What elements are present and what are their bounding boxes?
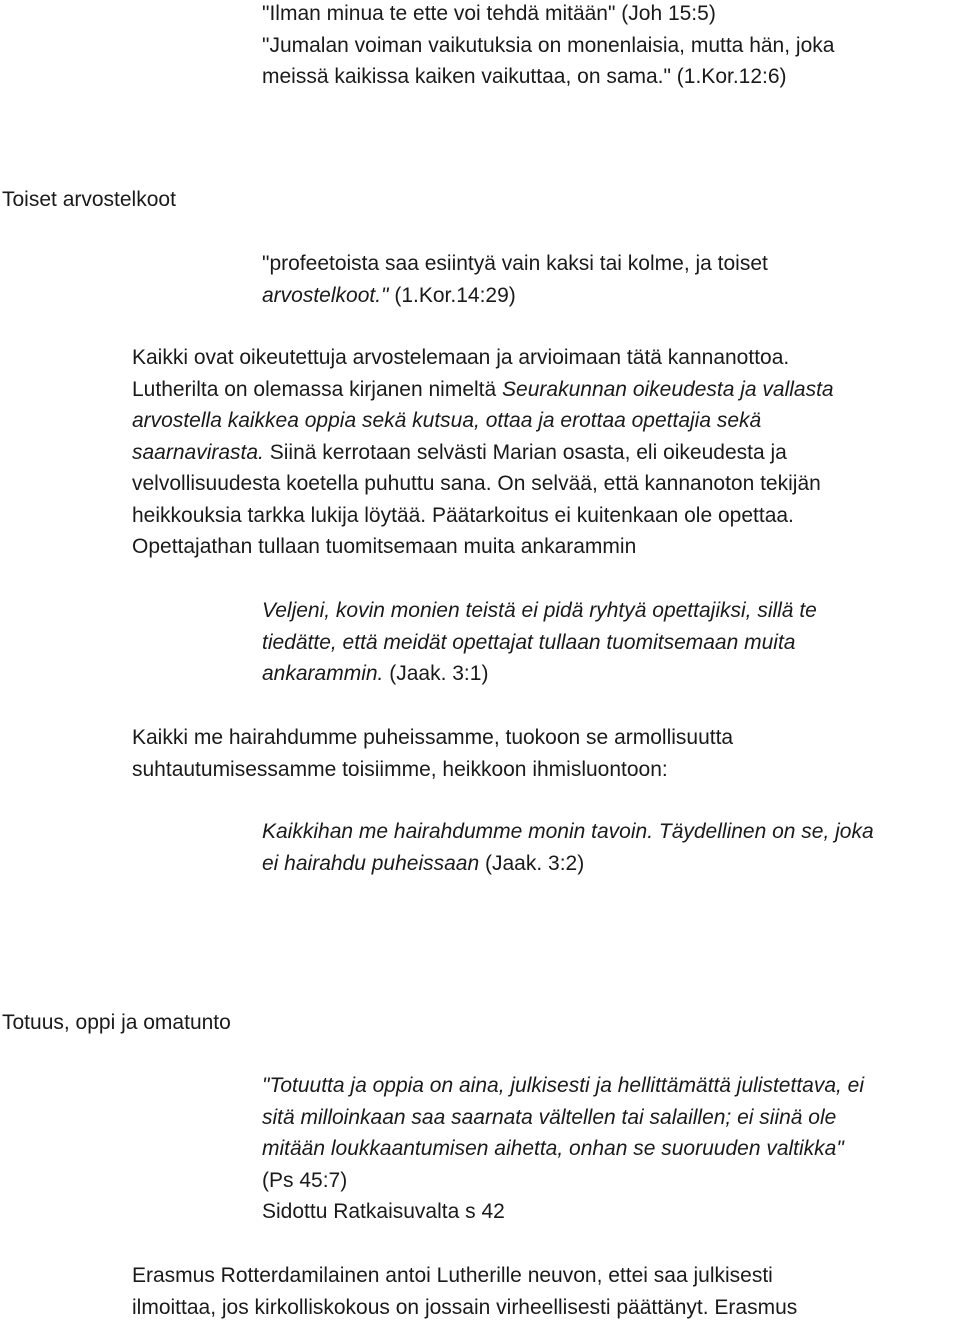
- quote-line: ei hairahdu puheissaan (Jaak. 3:2): [262, 851, 585, 875]
- quote-line: tiedätte, että meidät opettajat tullaan tuomitsemaan muita: [262, 630, 796, 654]
- paragraph-line: heikkouksia tarkka lukija löytää. Päätarkoitus ei kuitenkaan ole opettaa.: [132, 503, 794, 527]
- paragraph-line: Kaikki ovat oikeutettuja arvostelemaan ja arvioimaan tätä kannanottoa.: [132, 346, 790, 369]
- quote-james-3-1: [262, 595, 960, 690]
- paragraph-line: arvostella kaikkea oppia sekä kutsua, ottaa ja erottaa opettajia sekä: [132, 409, 762, 432]
- quote-source: Sidottu Ratkaisuvalta s 42: [262, 1200, 505, 1223]
- quote-james-3-2: [262, 816, 960, 879]
- quote-line: mitään loukkaantumisen aihetta, onhan se suoruuden valtikka": [262, 1137, 844, 1160]
- quote-corinthians-14: [262, 248, 960, 311]
- quote-line: meissä kaikissa kaiken vaikuttaa, on sama." (1.Kor.12:6): [262, 65, 787, 88]
- quote-line: arvostelkoot." (1.Kor.14:29): [262, 283, 516, 307]
- paragraph-line: velvollisuudesta koetella puhuttu sana. On selvää, että kannanoton tekijän: [132, 472, 821, 495]
- quote-john-corinthians: [262, 0, 960, 93]
- quote-line: "Ilman minua te ette voi tehdä mitään" (Joh 15:5): [262, 2, 716, 25]
- quote-line: Kaikkihan me hairahdumme monin tavoin. Täydellinen on se, joka: [262, 820, 874, 843]
- section-heading-totuus: Totuus, oppi ja omatunto: [2, 1011, 231, 1034]
- paragraph-hairahdus: [132, 722, 960, 785]
- quote-psalm-45: [262, 1070, 960, 1228]
- paragraph-arvostelu: [132, 342, 960, 563]
- paragraph-line: Lutherilta on olemassa kirjanen nimeltä Seurakunnan oikeudesta ja vallasta: [132, 377, 834, 401]
- paragraph-erasmus: [132, 1260, 960, 1323]
- quote-line: (Ps 45:7): [262, 1168, 348, 1192]
- quote-line: sitä milloinkaan saa saarnata vältellen tai salaillen; ei siinä ole: [262, 1105, 837, 1129]
- paragraph-line: Opettajathan tullaan tuomitsemaan muita ankarammin: [132, 535, 637, 558]
- paragraph-line: saarnavirasta. Siinä kerrotaan selvästi Marian osasta, eli oikeudesta ja: [132, 440, 787, 464]
- quote-line: Veljeni, kovin monien teistä ei pidä ryhtyä opettajiksi, sillä te: [262, 599, 817, 622]
- paragraph-line: Erasmus Rotterdamilainen antoi Lutherille neuvon, ettei saa julkisesti: [132, 1264, 773, 1287]
- quote-line: "Totuutta ja oppia on aina, julkisesti ja hellittämättä julistettava, ei: [262, 1074, 865, 1097]
- paragraph-line: ilmoittaa, jos kirkolliskokous on jossain virheellisesti päättänyt. Erasmus: [132, 1295, 798, 1319]
- quote-line: "Jumalan voiman vaikutuksia on monenlaisia, mutta hän, joka: [262, 33, 835, 57]
- section-heading-toiset-arvostelkoot: Toiset arvostelkoot: [2, 188, 176, 211]
- paragraph-line: suhtautumisessamme toisiimme, heikkoon ihmisluontoon:: [132, 757, 668, 781]
- quote-line: "profeetoista saa esiintyä vain kaksi tai kolme, ja toiset: [262, 252, 768, 275]
- quote-line: ankarammin. (Jaak. 3:1): [262, 662, 489, 685]
- paragraph-line: Kaikki me hairahdumme puheissamme, tuokoon se armollisuutta: [132, 726, 734, 749]
